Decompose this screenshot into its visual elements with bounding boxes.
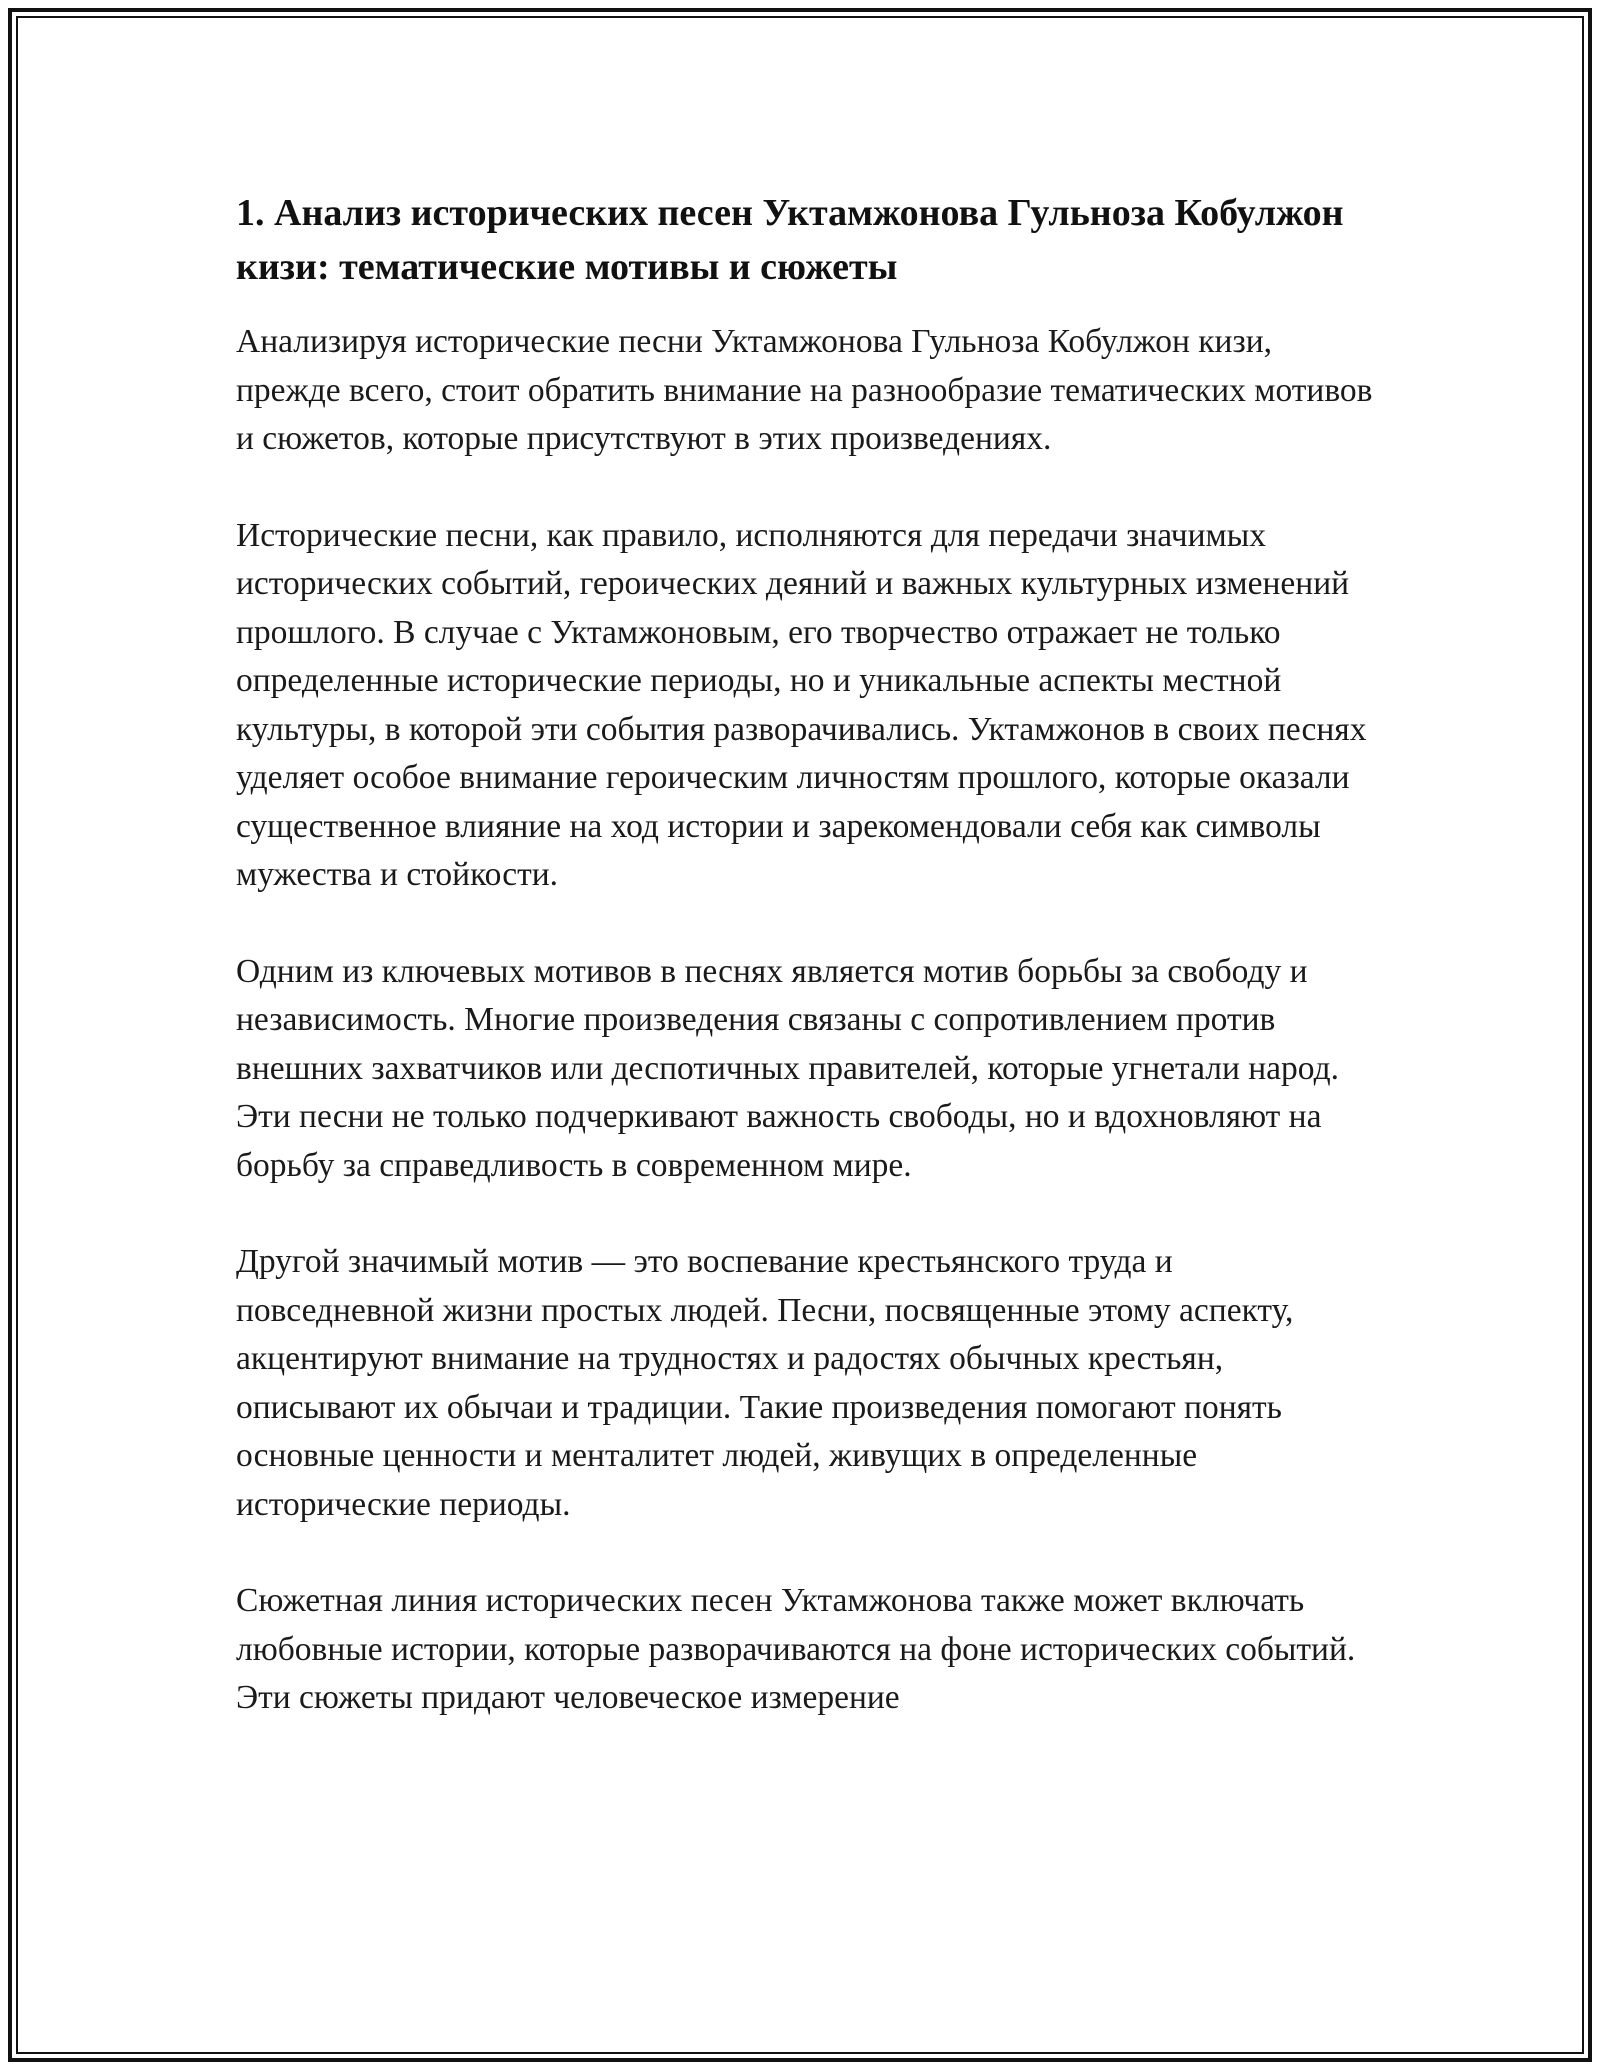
paragraph-2: Исторические песни, как правило, исполняются для передачи значимых исторических событий, героических деяний и важных культурных изменений прошлого. В случае с Уктамжоновым, его творчество отражает не только определенные исторические периоды, но и уникальные аспекты местной культуры, в которой эти события разворачивались. Уктамжонов в своих песнях уделяет особое внимание героическим личностям прошлого, которые оказали существенное влияние на ход истории и зарекомендовали себя как символы мужества и стойкости. — [236, 516, 1367, 893]
spacer — [236, 294, 1376, 318]
paragraph-3: Одним из ключевых мотивов в песнях является мотив борьбы за свободу и независимость. Многие произведения связаны с сопротивлением против внешних захватчиков или деспотичных правителей, которые угнетали народ. Эти песни не только подчеркивают важность свободы, но и вдохновляют на борьбу за справедливость в современном мире. — [236, 952, 1339, 1184]
section-heading: 1. Анализ исторических песен Уктамжонова Гульноза Кобулжон кизи: тематические мотивы и сюжеты — [236, 192, 1344, 288]
spacer — [236, 464, 1376, 512]
document-body — [236, 186, 1376, 1723]
spacer — [236, 1190, 1376, 1238]
paragraph-5: Сюжетная линия исторических песен Уктамжонова также может включать любовные истории, которые разворачиваются на фоне исторических событий. Эти сюжеты придают человеческое измерение — [236, 1582, 1356, 1716]
spacer — [236, 900, 1376, 948]
spacer — [236, 1529, 1376, 1577]
paragraph-4: Другой значимый мотив — это воспевание крестьянского труда и повседневной жизни простых людей. Песни, посвященные этому аспекту, акцентируют внимание на трудностях и радостях обычных крестьян, описывают их обычаи и традиции. Такие произведения помогают понять основные ценности и менталитет людей, живущих в определенные исторические периоды. — [236, 1243, 1294, 1523]
paragraph-1: Анализируя исторические песни Уктамжонова Гульноза Кобулжон кизи, прежде всего, стоит обратить внимание на разнообразие тематических мотивов и сюжетов, которые присутствуют в этих произведениях. — [236, 323, 1373, 457]
